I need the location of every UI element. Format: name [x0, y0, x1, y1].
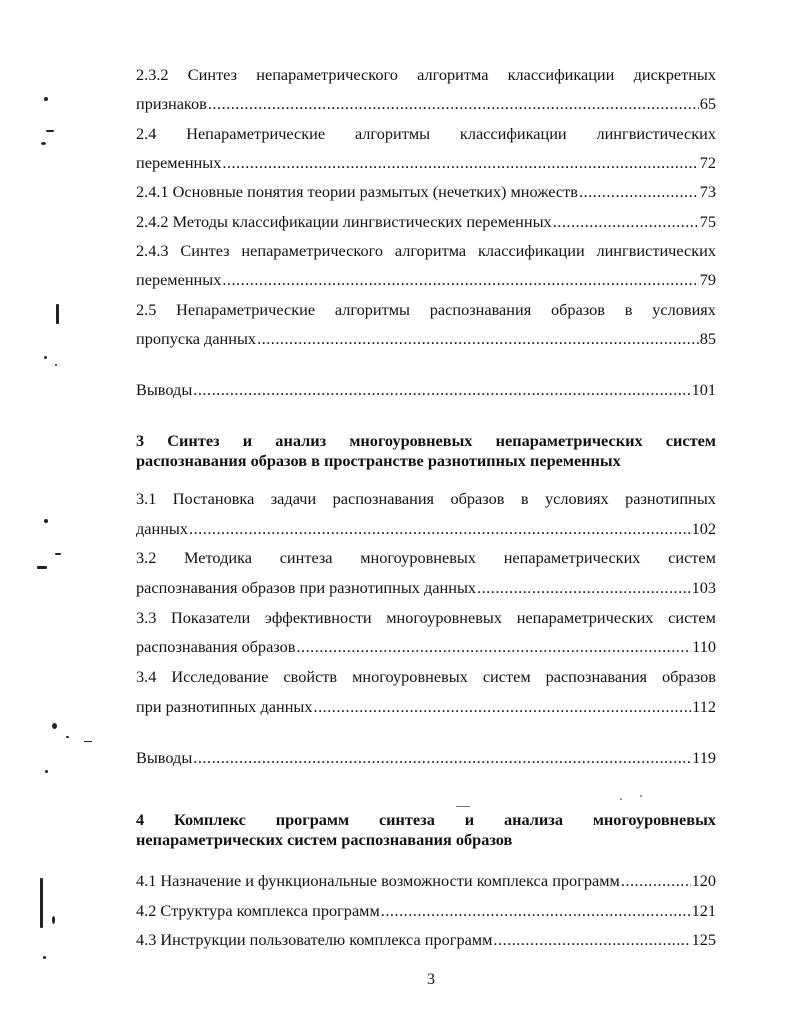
word: непараметрических [495, 431, 643, 450]
toc-entry-4-2 [136, 901, 716, 921]
toc-text: 2.4.1 Основные понятия теории размытых (нечетких) множеств [136, 182, 578, 201]
toc-entry-2-4-1 [136, 182, 716, 202]
toc-entry-4-3 [136, 930, 716, 950]
word: образов [551, 300, 605, 319]
leader-dots [222, 153, 698, 173]
word: задачи [270, 489, 317, 508]
leader-dots [314, 697, 692, 717]
word: анализ [275, 431, 327, 450]
word: алгоритмы [354, 124, 431, 143]
scan-speck [456, 806, 470, 807]
leader-dots [208, 94, 699, 114]
toc-entry-2-4-3-line1 [136, 241, 716, 261]
word: 2.4.3 [136, 241, 169, 260]
word: и [464, 810, 475, 829]
page-ref: 125 [691, 930, 716, 949]
toc-entry-2-4-2 [136, 212, 716, 232]
word: 2.5 [136, 300, 157, 319]
word: многоуровневых [360, 548, 476, 567]
word: условиях [545, 489, 609, 508]
chapter-3-heading-line1 [136, 431, 716, 451]
chapter-4-heading-line1 [136, 810, 716, 830]
page-ref: 75 [699, 212, 716, 231]
toc-text: 2.4.2 Методы классификации лингвистических переменных [136, 212, 552, 231]
toc-entry-3-2-line2 [136, 578, 716, 598]
word: классификации [507, 65, 615, 84]
toc-entry-3-3-line1 [136, 608, 716, 628]
word: программ [275, 810, 350, 829]
word: систем [668, 548, 716, 567]
word: Непараметрические [176, 300, 316, 319]
word: 3.1 [136, 489, 157, 508]
word: Показатели [171, 608, 251, 627]
word: классификации [459, 124, 567, 143]
leader-dots [553, 212, 699, 232]
scan-speck [43, 956, 46, 959]
leader-dots [257, 329, 699, 349]
page-ref: 103 [691, 578, 716, 597]
page-ref: 119 [692, 748, 716, 767]
chapter-3-heading-line2 [136, 451, 716, 471]
page-ref: 101 [691, 380, 716, 399]
word: 3 [136, 431, 145, 450]
word: систем [668, 608, 716, 627]
scan-speck [52, 916, 55, 924]
scan-speck [45, 770, 48, 773]
word: систем [665, 431, 716, 450]
word: разнотипных [625, 489, 716, 508]
toc-text: 4.2 Структура комплекса программ [136, 901, 380, 920]
toc-text: признаков [136, 94, 207, 113]
word: образов [662, 667, 716, 686]
word: многоуровневых [352, 667, 468, 686]
scan-speck [41, 142, 46, 145]
page-ref: 110 [692, 637, 716, 656]
heading-text: распознавания образов в пространстве разнотипных переменных [136, 451, 621, 470]
scan-speck [66, 736, 69, 738]
toc-entry-3-3-line2 [136, 637, 716, 657]
toc-text: данных [136, 519, 189, 538]
word: алгоритма [417, 65, 489, 84]
toc-text: пропуска данных [136, 329, 257, 348]
scan-speck [84, 741, 92, 742]
word: 3.2 [136, 548, 157, 567]
scan-speck [55, 364, 57, 366]
toc-entry-2-4-line2 [136, 153, 716, 173]
toc-entry-3-2-line1 [136, 548, 716, 568]
word: алгоритма [394, 241, 467, 260]
word: Постановка [172, 489, 255, 508]
scan-speck [44, 519, 48, 523]
scan-speck [44, 97, 48, 101]
page-ref: 102 [691, 519, 716, 538]
word: многоуровневых [349, 431, 473, 450]
page-ref: 112 [692, 697, 716, 716]
toc-text: распознавания образов при разнотипных данных [136, 578, 477, 597]
leader-dots [193, 748, 691, 768]
word: алгоритмы [334, 300, 410, 319]
toc-entry-2-5-line1 [136, 300, 716, 320]
toc-text: переменных [136, 270, 222, 289]
page-ref: 65 [699, 94, 716, 113]
word: непараметрического [241, 241, 384, 260]
toc-entry-2-4-3-line2 [136, 270, 716, 290]
word: 4 [136, 810, 145, 829]
toc-text: Выводы [136, 748, 193, 767]
word: анализа [503, 810, 563, 829]
toc-entry-3-1-line1 [136, 489, 716, 509]
toc-text: при разнотипных данных [136, 697, 313, 716]
word: условиях [652, 300, 716, 319]
word: 2.4 [136, 124, 157, 143]
scan-speck [55, 553, 61, 555]
word: непараметрических [503, 548, 641, 567]
leader-dots [222, 270, 698, 290]
toc-entry-conclusions-3 [136, 748, 716, 768]
page-ref: 120 [691, 871, 716, 890]
word: Исследование [171, 667, 269, 686]
word: систем [482, 667, 531, 686]
word: в [624, 300, 633, 319]
word: классификации [477, 241, 585, 260]
toc-text: переменных [136, 153, 222, 172]
toc-entry-3-1-line2 [136, 519, 716, 539]
scan-speck [52, 723, 57, 729]
word: дискретных [633, 65, 716, 84]
leader-dots [621, 871, 691, 891]
word: распознавания [545, 667, 648, 686]
page-ref: 79 [699, 270, 716, 289]
leader-dots [381, 901, 691, 921]
toc-text: Выводы [136, 380, 193, 399]
page-ref: 73 [699, 182, 716, 201]
word: распознавания [332, 489, 435, 508]
word: Непараметрические [186, 124, 326, 143]
word: в [520, 489, 529, 508]
word: лингвистических [596, 124, 716, 143]
word: непараметрических [516, 608, 654, 627]
leader-dots [579, 182, 699, 202]
page-ref: 72 [699, 153, 716, 172]
toc-entry-4-1 [136, 871, 716, 891]
word: синтеза [378, 810, 435, 829]
heading-text: непараметрических систем распознавания образов [136, 830, 513, 849]
scan-speck [46, 130, 54, 132]
word: 3.3 [136, 608, 157, 627]
word: непараметрического [256, 65, 398, 84]
word: 2.3.2 [136, 65, 169, 84]
scan-speck [56, 304, 59, 324]
word: Синтез [180, 241, 230, 260]
word: многоуровневых [592, 810, 716, 829]
scan-speck [40, 878, 43, 928]
word: свойств [283, 667, 338, 686]
toc-entry-2-3-2-line1 [136, 65, 716, 85]
toc-entry-2-4-line1 [136, 124, 716, 144]
leader-dots [493, 930, 690, 950]
word: 3.4 [136, 667, 157, 686]
word: Комплекс [174, 810, 246, 829]
chapter-4-heading-line2 [136, 830, 716, 850]
page-ref: 121 [691, 901, 716, 920]
toc-entry-2-3-2-line2 [136, 94, 716, 114]
word: Синтез [167, 431, 220, 450]
toc-text: 4.1 Назначение и функциональные возможности комплекса программ [136, 871, 620, 890]
toc-entry-3-4-line2 [136, 697, 716, 717]
toc-entry-2-5-line2 [136, 329, 716, 349]
word: многоуровневых [386, 608, 503, 627]
toc-entry-conclusions-2 [136, 380, 716, 400]
word: Методика [184, 548, 252, 567]
leader-dots [193, 380, 690, 400]
word: синтеза [279, 548, 333, 567]
scan-speck [640, 795, 642, 797]
leader-dots [296, 637, 691, 657]
page-number: 3 [427, 971, 435, 988]
word: Синтез [187, 65, 238, 84]
toc-entry-3-4-line1 [136, 667, 716, 687]
word: и [242, 431, 253, 450]
word: эффективности [264, 608, 372, 627]
word: распознавания [429, 300, 532, 319]
word: лингвистических [596, 241, 716, 260]
word: образов [450, 489, 505, 508]
leader-dots [477, 578, 691, 598]
page-ref: 85 [699, 329, 716, 348]
toc-text: распознавания образов [136, 637, 296, 656]
scan-speck [620, 798, 622, 800]
toc-text: 4.3 Инструкции пользователю комплекса программ [136, 930, 493, 949]
scan-speck [37, 566, 47, 569]
scan-speck [44, 356, 47, 359]
leader-dots [189, 519, 691, 539]
